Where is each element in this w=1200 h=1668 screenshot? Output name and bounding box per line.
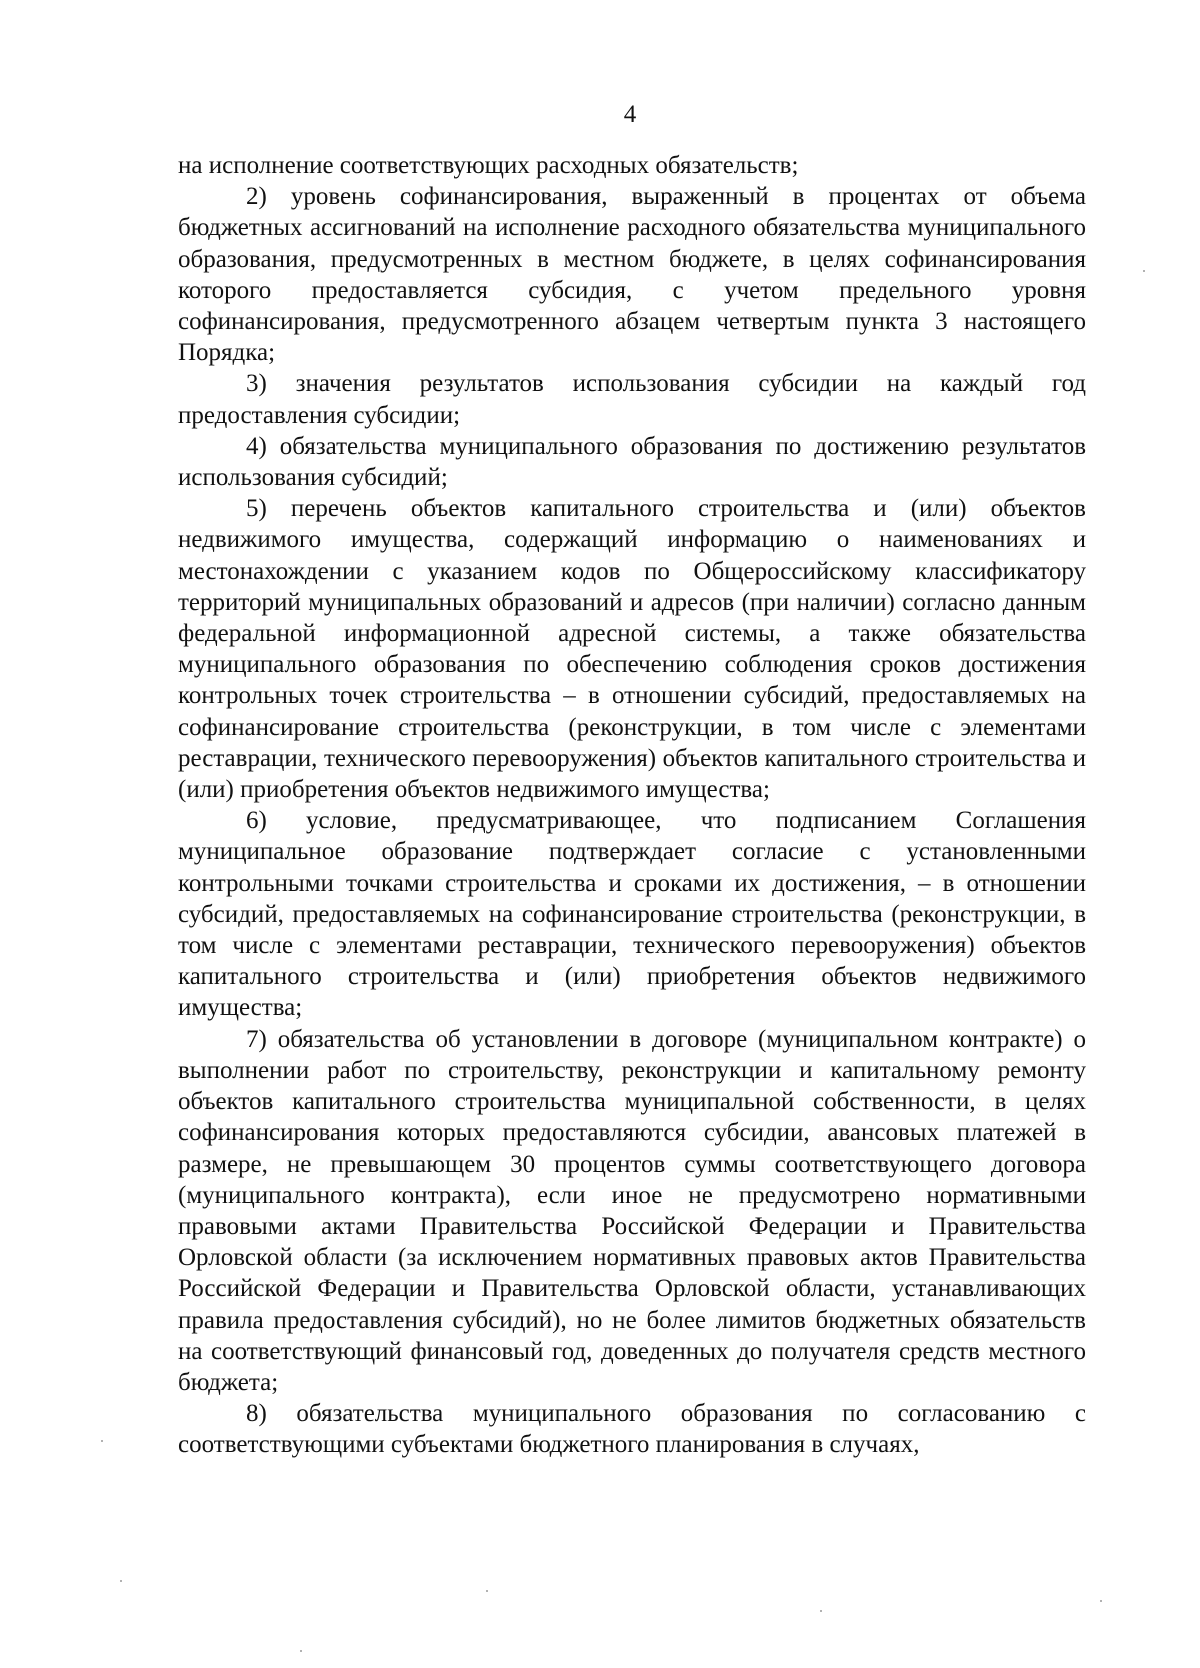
scan-speck bbox=[1100, 1600, 1102, 1602]
scan-speck bbox=[820, 1610, 822, 1612]
paragraph-item-8: 8) обязательства муниципального образования по согласованию с соответствующими субъектами бюджетного планирования в случаях, bbox=[178, 1400, 1086, 1459]
paragraph-continuation: на исполнение соответствующих расходных обязательств; bbox=[178, 152, 799, 179]
paragraph-item-7: 7) обязательства об установлении в договоре (муниципальном контракте) о выполнении работ по строительству, реконструкции и капитальному ремонту объектов капитального строительства муниципальной собственности, в целях софинансирования которых предоставляются субсидии, авансовых платежей в размере, не превышающем 30 процентов суммы соответствующего договора (муниципального контракта), если иное не предусмотрено нормативными правовыми актами Правительства Российской Федерации и Правительства Орловской области (за исключением нормативных правовых актов Правительства Российской Федерации и Правительства Орловской области, устанавливающих правила предоставления субсидий), но не более лимитов бюджетных обязательств на соответствующий финансовый год, доведенных до получателя средств местного бюджета; bbox=[178, 1025, 1086, 1396]
scan-speck bbox=[101, 1440, 103, 1442]
scan-speck bbox=[300, 1650, 302, 1652]
scan-speck bbox=[486, 1590, 488, 1592]
scan-speck bbox=[1143, 270, 1145, 272]
paragraph-item-3: 3) значения результатов использования субсидии на каждый год предоставления субсидии; bbox=[178, 370, 1086, 429]
page-number: 4 bbox=[623, 101, 637, 128]
paragraph-item-6: 6) условие, предусматривающее, что подписанием Соглашения муниципальное образование подтверждает согласие с установленными контрольными точками строительства и сроками их достижения, – в отношении субсидий, предоставляемых на софинансирование строительства (реконструкции, в том числе с элементами реставрации, технического перевооружения) объектов капитального строительства и (или) приобретения объектов недвижимого имущества; bbox=[178, 807, 1086, 1022]
document-body bbox=[178, 150, 1086, 1461]
scan-speck bbox=[120, 1580, 122, 1582]
paragraph-item-5: 5) перечень объектов капитального строительства и (или) объектов недвижимого имущества, содержащий информацию о наименованиях и местонахождении с указанием кодов по Общероссийскому классификатору территорий муниципальных образований и адресов (при наличии) согласно данным федеральной информационной адресной системы, а также обязательства муниципального образования по обеспечению соблюдения сроков достижения контрольных точек строительства – в отношении субсидий, предоставляемых на софинансирование строительства (реконструкции, в том числе с элементами реставрации, технического перевооружения) объектов капитального строительства и (или) приобретения объектов недвижимого имущества; bbox=[178, 495, 1086, 804]
paragraph-item-2: 2) уровень софинансирования, выраженный в процентах от объема бюджетных ассигнований на исполнение расходного обязательства муниципального образования, предусмотренных в местном бюджете, в целях софинансирования которого предоставляется субсидия, с учетом предельного уровня софинансирования, предусмотренного абзацем четвертым пункта 3 настоящего Порядка; bbox=[178, 183, 1086, 367]
paragraph-item-4: 4) обязательства муниципального образования по достижению результатов использования субсидий; bbox=[178, 432, 1086, 492]
